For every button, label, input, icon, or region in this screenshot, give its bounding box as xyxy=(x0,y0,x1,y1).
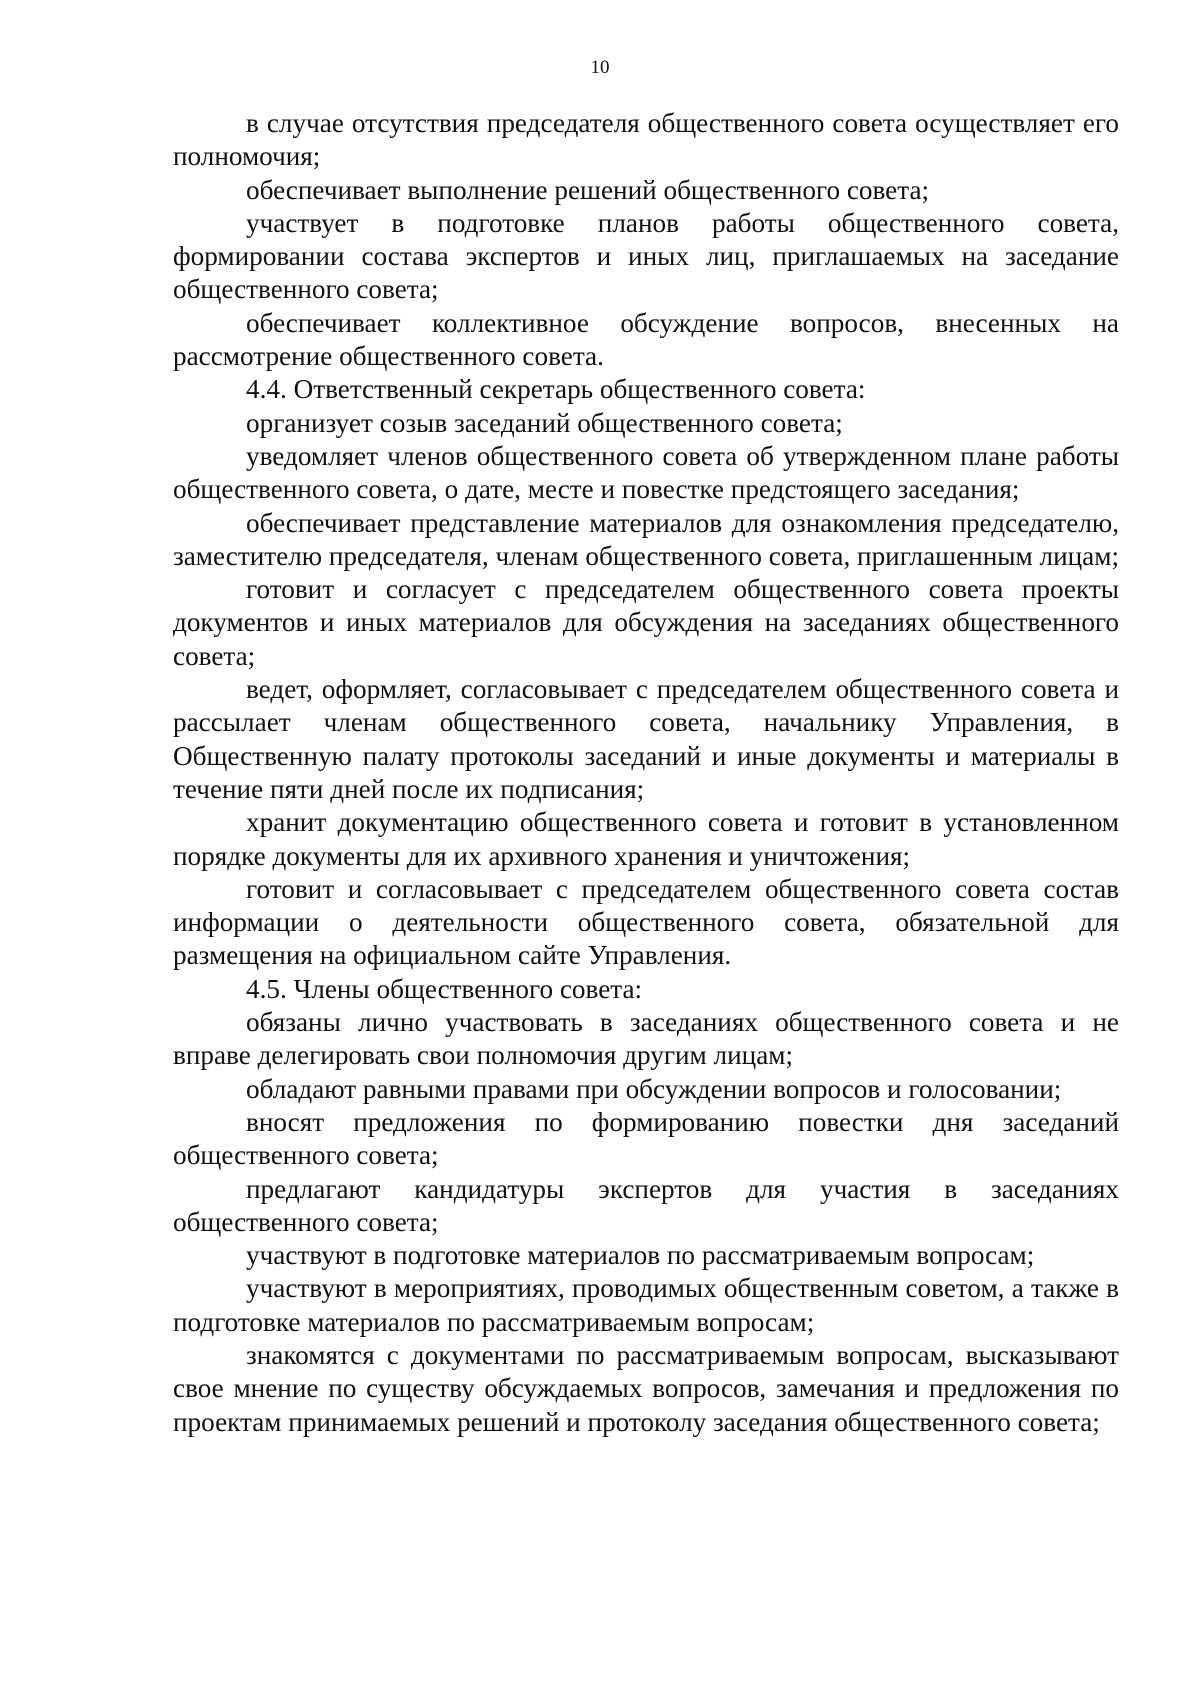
paragraph: обеспечивает коллективное обсуждение вопросов, внесенных на рассмотрение общественного совета. xyxy=(173,307,1119,372)
paragraph: обеспечивает представление материалов для ознакомления председателю, заместителю председателя, членам общественного совета, приглашенным лицам; xyxy=(173,507,1119,571)
paragraph: вносят предложения по формированию повестки дня заседаний общественного совета; xyxy=(173,1106,1119,1171)
paragraph: участвует в подготовке планов работы общественного совета, формировании состава экспертов и иных лиц, приглашаемых на заседание общественного совета; xyxy=(173,207,1119,305)
document-body xyxy=(173,107,1119,1439)
paragraph: уведомляет членов общественного совета об утвержденном плане работы общественного совета, о дате, месте и повестке предстоящего заседания; xyxy=(173,440,1119,505)
paragraph: знакомятся с документами по рассматриваемым вопросам, высказывают свое мнение по существу обсуждаемых вопросов, замечания и предложения по проектам принимаемых решений и протоколу заседания общественного совета; xyxy=(173,1339,1119,1437)
paragraph: участвуют в мероприятиях, проводимых общественным советом, а также в подготовке материалов по рассматриваемым вопросам; xyxy=(173,1273,1119,1337)
section-heading-4-5: 4.5. Члены общественного совета: xyxy=(246,973,643,1004)
section-heading-4-4: 4.4. Ответственный секретарь общественного совета: xyxy=(246,374,866,405)
page-number: 10 xyxy=(590,57,610,78)
paragraph: обеспечивает выполнение решений общественного совета; xyxy=(246,174,930,205)
paragraph: ведет, оформляет, согласовывает с председателем общественного совета и рассылает членам общественного совета, начальнику Управления, в Общественную палату протоколы заседаний и иные документы и материалы в течение пяти дней после их подписания; xyxy=(173,674,1119,804)
paragraph: организует созыв заседаний общественного совета; xyxy=(246,407,843,438)
paragraph: предлагают кандидатуры экспертов для участия в заседаниях общественного совета; xyxy=(173,1173,1119,1237)
paragraph: готовит и согласовывает с председателем общественного совета состав информации о деятельности общественного совета, обязательной для размещения на официальном сайте Управления. xyxy=(173,873,1119,971)
paragraph: обладают равными правами при обсуждении вопросов и голосовании; xyxy=(246,1073,1062,1104)
paragraph: участвуют в подготовке материалов по рассматриваемым вопросам; xyxy=(246,1240,1035,1271)
paragraph: готовит и согласует с председателем общественного совета проекты документов и иных материалов для обсуждения на заседаниях общественного совета; xyxy=(173,574,1119,671)
paragraph: обязаны лично участвовать в заседаниях общественного совета и не вправе делегировать свои полномочия другим лицам; xyxy=(173,1007,1119,1071)
paragraph: в случае отсутствия председателя общественного совета осуществляет его полномочия; xyxy=(173,108,1119,172)
paragraph: хранит документацию общественного совета и готовит в установленном порядке документы для их архивного хранения и уничтожения; xyxy=(173,807,1119,871)
